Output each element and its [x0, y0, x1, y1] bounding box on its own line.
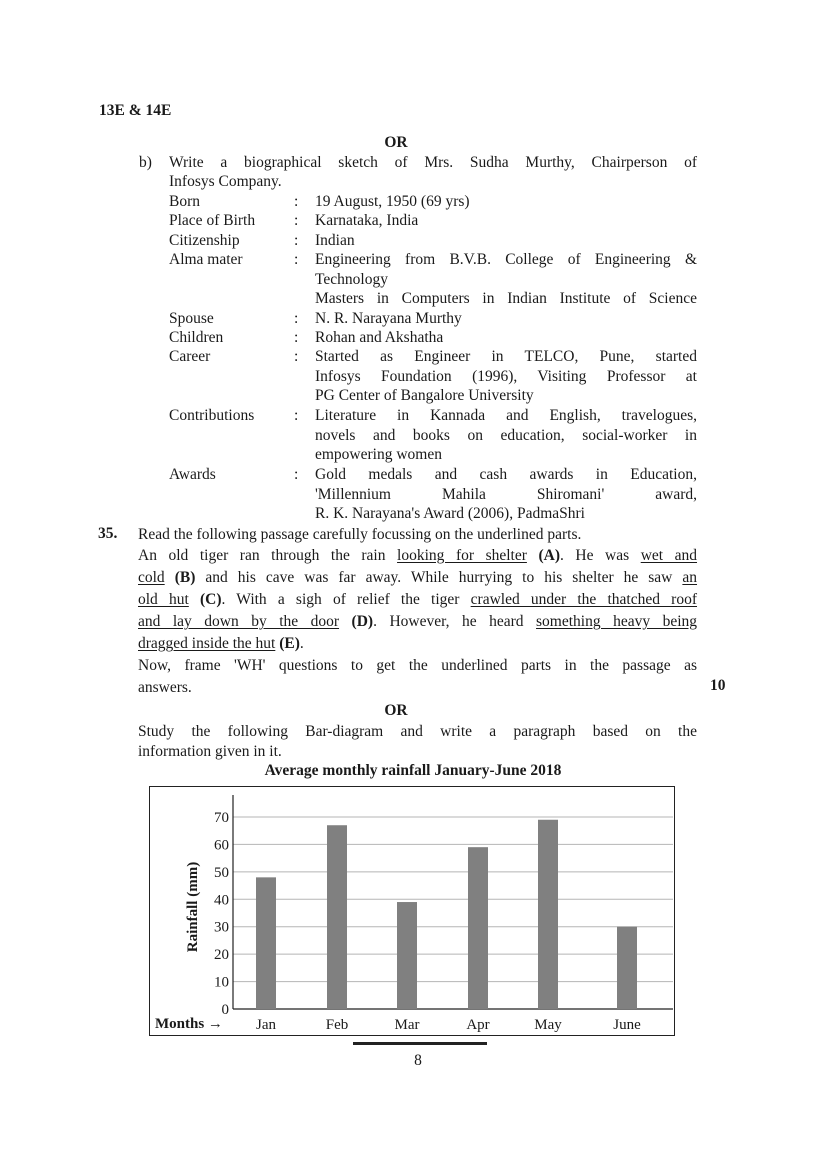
- bio-colon: :: [294, 466, 299, 483]
- bar-june: [617, 927, 637, 1009]
- alt-question-line: information given in it.: [138, 743, 282, 760]
- y-tick-label: 60: [214, 837, 229, 854]
- bio-label: Alma mater: [169, 251, 243, 268]
- bar-feb: [327, 825, 347, 1009]
- bio-value: PG Center of Bangalore University: [315, 387, 534, 404]
- x-tick-label: June: [613, 1017, 641, 1033]
- bio-value: Rohan and Akshatha: [315, 329, 444, 346]
- bio-colon: :: [294, 329, 299, 346]
- alt-question-line: Study the following Bar-diagram and write a paragraph based on the: [138, 723, 697, 740]
- passage-text: and his cave was far away. While hurrying to his shelter he saw: [195, 569, 683, 586]
- bio-value: Masters in Computers in Indian Institute of Science: [315, 290, 697, 307]
- underlined-part-d: and lay down by the door: [138, 613, 340, 630]
- question-prompt-line: Infosys Company.: [169, 173, 282, 190]
- underlined-part-b: cold: [138, 569, 165, 586]
- bio-value: Engineering from B.V.B. College of Engineering &: [315, 251, 697, 268]
- bio-colon: :: [294, 232, 299, 249]
- passage-text: . He was: [560, 547, 641, 564]
- y-tick-label: 40: [214, 892, 229, 909]
- frame-instruction: answers.: [138, 679, 192, 696]
- underlined-part-c: an: [682, 569, 698, 586]
- bio-colon: :: [294, 348, 299, 365]
- question-prompt-line: Write a biographical sketch of Mrs. Sudha Murthy, Chairperson of: [169, 154, 697, 171]
- footer-rule: [353, 1042, 487, 1045]
- bio-label: Citizenship: [169, 232, 240, 249]
- y-tick-label: 30: [214, 919, 229, 936]
- bio-colon: :: [294, 193, 299, 210]
- passage-text: . However, he heard: [373, 613, 537, 630]
- or-heading: OR: [384, 134, 408, 151]
- bar-chart: [150, 787, 673, 1034]
- bio-value: Indian: [315, 232, 355, 249]
- x-tick-label: May: [534, 1017, 562, 1033]
- bio-label: Awards: [169, 466, 216, 483]
- marks-label: 10: [710, 677, 726, 694]
- passage-text: . With a sigh of relief the tiger: [221, 591, 471, 608]
- y-tick-label: 70: [214, 810, 229, 826]
- bio-label: Place of Birth: [169, 212, 256, 229]
- x-tick-label: Mar: [394, 1017, 420, 1033]
- bio-value: 'Millennium Mahila Shiromani' award,: [315, 485, 697, 503]
- bio-value: Technology: [315, 270, 388, 288]
- question-marker: b): [139, 154, 152, 171]
- chart-title: Average monthly rainfall January-June 2018: [264, 762, 562, 779]
- passage-text: .: [299, 635, 304, 652]
- x-tick-label: Jan: [256, 1017, 276, 1033]
- bio-colon: :: [294, 310, 299, 327]
- bio-label: Children: [169, 329, 224, 346]
- document-code: 13E & 14E: [99, 102, 172, 119]
- chart-frame: [149, 786, 675, 1036]
- underlined-part-b: wet and: [640, 547, 698, 564]
- tag-b: (B): [174, 569, 196, 586]
- bar-mar: [397, 902, 417, 1009]
- bio-value: R. K. Narayana's Award (2006), PadmaShri: [315, 505, 585, 522]
- question-number: 35.: [98, 525, 118, 542]
- x-tick-label: Feb: [325, 1017, 349, 1033]
- bar-may: [538, 820, 558, 1009]
- bio-colon: :: [294, 407, 299, 424]
- bio-value: Infosys Foundation (1996), Visiting Professor at: [315, 367, 697, 385]
- bio-value: Gold medals and cash awards in Education,: [315, 466, 697, 483]
- passage-text: An old tiger ran through the rain: [138, 547, 398, 564]
- underlined-part-d: crawled under the thatched roof: [470, 591, 698, 608]
- tag-d: (D): [351, 613, 374, 630]
- bio-label: Career: [169, 348, 211, 365]
- bio-label: Contributions: [169, 407, 255, 424]
- bio-value: empowering women: [315, 446, 442, 463]
- bio-value: Started as Engineer in TELCO, Pune, started: [315, 348, 697, 365]
- or-heading: OR: [384, 702, 408, 719]
- bar-jan: [256, 877, 276, 1009]
- underlined-part-e: something heavy being: [536, 613, 698, 630]
- tag-a: (A): [538, 547, 560, 564]
- y-tick-label: 10: [214, 974, 229, 991]
- tag-c: (C): [200, 591, 222, 608]
- bio-colon: :: [294, 251, 299, 268]
- bio-value: Karnataka, India: [315, 212, 419, 229]
- bio-value: 19 August, 1950 (69 yrs): [315, 193, 470, 210]
- bio-value: Literature in Kannada and English, travelogues,: [315, 407, 697, 424]
- underlined-part-c: old hut: [138, 591, 189, 608]
- bio-value: N. R. Narayana Murthy: [315, 310, 462, 327]
- frame-instruction: Now, frame 'WH' questions to get the underlined parts in the passage as: [138, 657, 697, 674]
- x-axis-title: Months →: [155, 1016, 223, 1032]
- bio-label: Spouse: [169, 310, 214, 327]
- y-tick-label: 0: [221, 1002, 229, 1018]
- passage: [138, 545, 697, 699]
- underlined-part-a: looking for shelter: [397, 547, 527, 564]
- page-number: 8: [414, 1052, 422, 1069]
- bar-apr: [468, 847, 488, 1009]
- y-tick-label: 20: [214, 947, 229, 964]
- bio-label: Born: [169, 193, 200, 210]
- question-instruction: Read the following passage carefully focussing on the underlined parts.: [138, 526, 582, 543]
- x-tick-label: Apr: [466, 1017, 490, 1033]
- bio-value: novels and books on education, social-worker in: [315, 426, 697, 444]
- y-tick-label: 50: [214, 864, 229, 881]
- tag-e: (E): [279, 635, 300, 652]
- y-axis-title: Rainfall (mm): [185, 861, 201, 953]
- underlined-part-e: dragged inside the hut: [138, 635, 276, 652]
- bio-colon: :: [294, 212, 299, 229]
